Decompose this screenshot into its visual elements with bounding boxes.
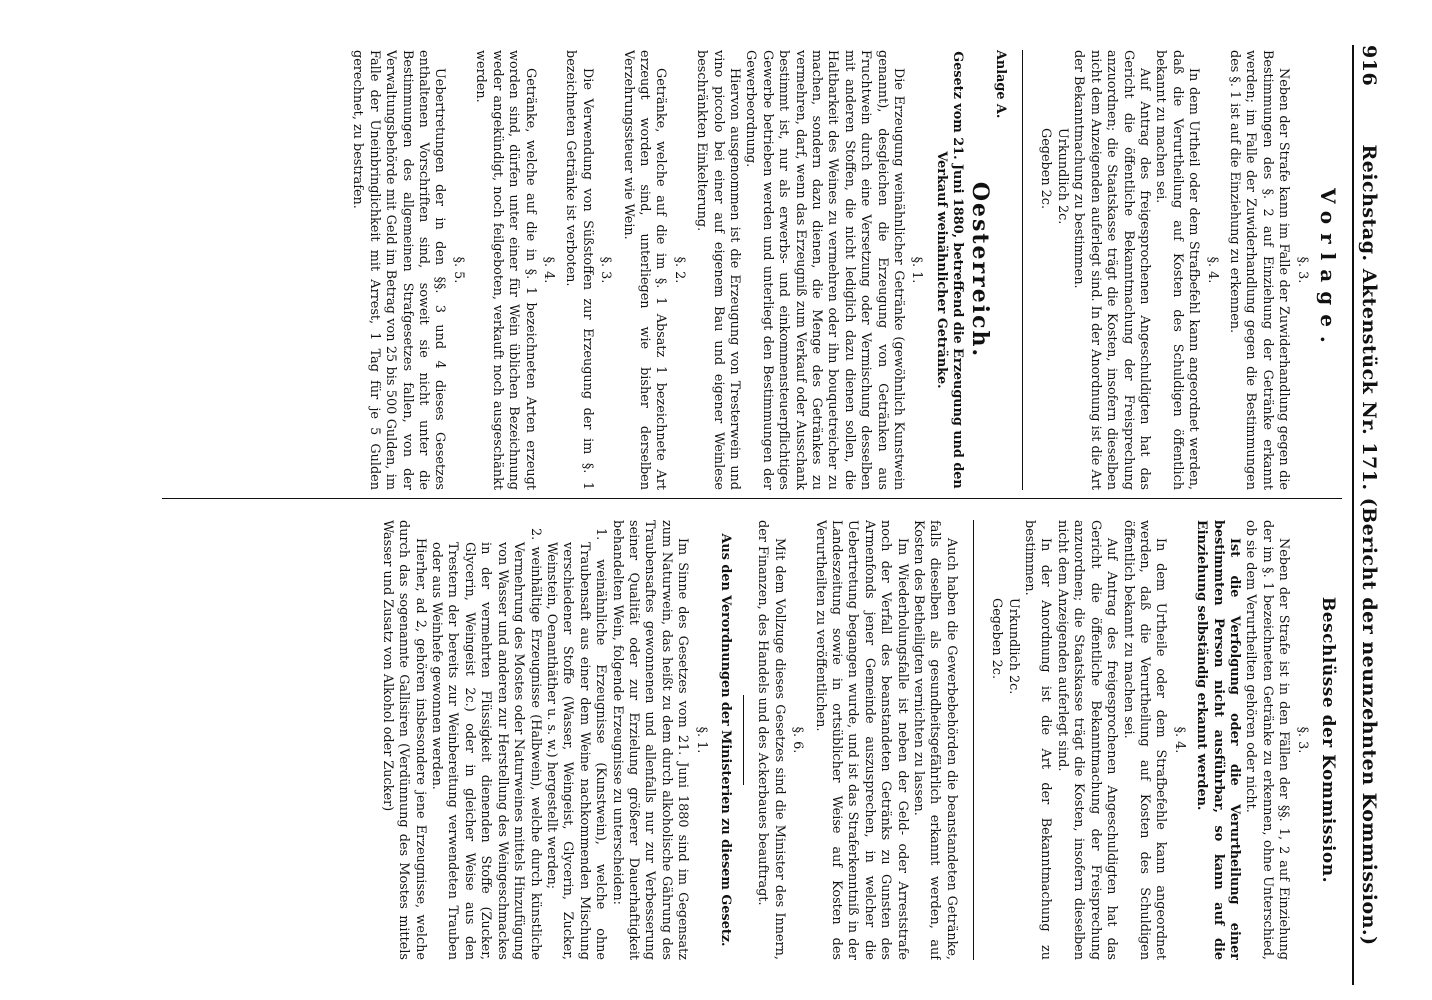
paragraph: Neben der Strafe kann im Falle der Zuwiderhandlung gegen die Bestimmungen des §. 2 auf Einziehung der Getränke erkannt werden; im Falle der Zuwiderhandlung gegen die Bestimmungen des §. 1 ist auf die Einziehung zu erkennen. [1226, 50, 1292, 490]
paragraph: Im Wiederholungsfalle ist neben der Geld- oder Arreststrafe noch der Verfall des beanstandeten Getränks zu Gunsten des Armenfonds jener Gemeinde auszusprechen, in welcher die Uebertretung begangen wurde, und ist das Straferkenntniß in der Landeszeitung sowie in ortsüblicher Weise auf Kosten des Verurtheilten zu veröffentlichen. [812, 520, 910, 960]
section-heading: §. 1. [909, 256, 925, 284]
list-item: 2. weinhältige Erzeugnisse (Halbwein), welche durch künstliche Vermehrung des Mostes oder Naturweines mittels Hinzufügung von Wasser und anderen zur Herstellung des Weingeschmackes in der vermehrten Flüssigkeit dienenden Stoffe (Zucker, Glycerin, Weingeist 2c.) oder in gleicher Weise aus den Trestern der bereits zur Weinbereitung verwendeten Trauben oder aus Weinhefe gewonnen werden. [429, 528, 543, 960]
section-heading: §. 3. [1294, 726, 1310, 754]
left-column [162, 50, 1342, 490]
paragraph: In dem Urtheile oder dem Strafbefehle kann angeordnet werden, daß die Verurtheilung auf Kosten des Schuldigen öffentlich bekannt zu machen sei. [1120, 520, 1169, 960]
annex-label: Anlage A. [993, 50, 1009, 119]
closing-formula: Urkundlich 2c. [1005, 598, 1021, 695]
paragraph: Getränke, welche auf die in §. 1 bezeichneten Arten erzeugt worden sind, dürfen unter einer für Wein üblichen Bezeichnung weder angekündigt, noch feilgeboten, verkauft noch ausgeschänkt werden. [473, 50, 538, 490]
section-heading: §. 4. [540, 256, 556, 284]
paragraph: Hierher, ad 2, gehören insbesondere jene Erzeugnisse, welche durch das sogenannte Gallisiren (Verdünnung des Mostes mittels Wasser und Zusatz von Alkohol oder Zucker) [379, 520, 428, 960]
section-heading: §. 4. [1204, 256, 1220, 284]
paragraph: Hiervon ausgenommen ist die Erzeugung von Tresterwein und vino piccolo bei einer auf eigenem Bau und eigener Weinlese beschränkten Einkelterung. [694, 50, 742, 490]
paragraph: Auf Antrag des freigesprochenen Angeschuldigten hat das Gericht die öffentliche Bekanntmachung der Freisprechung anzuordnen; die Staatskasse trägt die Kosten, insofern dieselben nicht dem Anzeigenden auferlegt sind. [1054, 520, 1120, 960]
right-column [162, 520, 1342, 960]
paragraph: In der Anordnung ist die Art der Bekanntmachung zu bestimmen. [1022, 520, 1054, 960]
paragraph: Getränke, welche auf die im §. 1 Absatz 1 bezeichnete Art erzeugt worden sind, unterliegen wie bisher derselben Verzehrungssteuer wie Wein. [620, 50, 669, 490]
paragraph: Die Erzeugung weinähnlicher Getränke (gewöhnlich Kunstwein genannt), desgleichen die Erzeugung von Getränken aus Fruchtwein durch eine Versetzung oder Vermischung desselben mit anderen Stoffen, die nicht lediglich dazu dienen sollen, die Haltbarkeit des Weines zu vermehren oder ihn bouquetreicher zu machen, sondern dazu dienen, die Menge des Getränkes zu vermehren, darf, wenn das Erzeugniß zum Verkauf oder Ausschank bestimmt ist, nur als erwerbs- und einkommensteuerpflichtiges Gewerbe betrieben werden und unterliegt den Bestimmungen der Gewerbeordnung. [743, 50, 907, 490]
section-heading: §. 4. [1171, 726, 1187, 754]
paragraph: Uebertretungen der in den §§. 3 und 4 dieses Gesetzes enthaltenen Vorschriften sind, soweit sie nicht unter die Bestimmungen des allgemeinen Strafgesetzes fallen, von der Verwaltungsbehörde mit Geld im Betrag von 25 bis 500 Gulden, im Falle der Uneinbringlichkeit mit Arrest, 1 Tag für je 5 Gulden gerechnet, zu bestrafen. [350, 50, 448, 490]
paragraph: Neben der Strafe ist in den Fällen der §§. 1, 2 auf Einziehung der im §. 1 bezeichneten Getränke zu erkennen, ohne Unterschied, ob sie dem Verurtheilten gehören oder nicht. [1243, 520, 1292, 960]
section-heading: §. 6. [790, 726, 806, 754]
paragraph: Auch haben die Gewerbebehörden die beanstandeten Getränke, falls dieselben als gesundheitsgefährlich erkannt werden, auf Kosten des Betheiligten vernichten zu lassen. [911, 520, 959, 960]
paragraph: Mit dem Vollzuge dieses Gesetzes sind die Minister des Innern, der Finanzen, des Handels und des Ackerbaues beauftragt. [755, 520, 787, 960]
annex-country-title: Oesterreich. [966, 181, 993, 359]
page-number: 916 [1358, 45, 1380, 87]
section-heading: §. 3. [1294, 256, 1310, 284]
column-divider [162, 498, 1342, 499]
closing-formula: Urkundlich 2c. [1054, 128, 1070, 225]
paragraph: Ist die Verfolgung oder die Verurtheilung einer bestimmten Person nicht ausführbar, so kann auf die Einziehung selbständig erkannt werden. [1194, 520, 1242, 960]
paragraph: Die Verwendung von Süßstoffen zur Erzeugung der im §. 1 bezeichneten Getränke ist verboten. [563, 50, 595, 490]
left-column-title: Vorlage. [1316, 188, 1340, 352]
law-title: Gesetz vom 21. Juni 1880, betreffend die Erzeugung und den Verkauf weinähnlicher Getränke. [933, 51, 966, 489]
paragraph: Im Sinne des Gesetzes vom 21. Juni 1880 sind im Gegensatz zum Naturwein, das heißt zu dem durch alkoholische Gährung des Traubensaftes gewonnenen und allenfalls nur zur Verbesserung seiner Qualität oder zur Erzielung größerer Dauerhaftigkeit behandelten Wein, folgende Erzeugnisse zu unterscheiden: [609, 520, 691, 960]
section-rule [1022, 50, 1023, 490]
section-heading: §. 1. [693, 726, 709, 754]
paragraph: Auf Antrag des freigesprochenen Angeschuldigten hat das Gericht die öffentliche Bekanntmachung der Freisprechung anzuordnen; die Staatskasse trägt die Kosten, insofern dieselben nicht dem Anzeigenden auferlegt sind. In der Anordnung ist die Art der Bekanntmachung zu bestimmen. [1071, 50, 1152, 490]
ordinance-title: Aus den Verordnungen der Ministerien zu diesem Gesetz. [718, 533, 733, 947]
right-column-title: Beschlüsse der Kommission. [1318, 596, 1338, 884]
section-heading: §. 3. [598, 256, 614, 284]
page-header [1352, 45, 1392, 985]
section-heading: §. 5. [450, 256, 466, 284]
section-heading: §. 2. [671, 256, 687, 284]
closing-formula: Gegeben 2c. [989, 598, 1005, 680]
paragraph: In dem Urtheil oder dem Strafbefehl kann angeordnet werden, daß die Verurtheilung auf Kosten des Schuldigen öffentlich bekannt zu machen sei. [1153, 50, 1202, 490]
page-title: Reichstag. Aktenstück Nr. 171. (Bericht der neunzehnten Kommission.) [1358, 144, 1380, 946]
list-item: 1. weinähnliche Erzeugnisse (Kunstwein), welche ohne Traubensaft aus einer dem Weine nachkommenden Mischung verschiedener Stoffe (Wasser, Weingeist, Glycerin, Zucker, Weinstein, Oenanthäther u. s. w.) hergestellt werden; [543, 528, 609, 960]
section-rule [743, 695, 744, 785]
closing-formula: Gegeben 2c. [1038, 128, 1054, 210]
section-rule [973, 520, 974, 960]
